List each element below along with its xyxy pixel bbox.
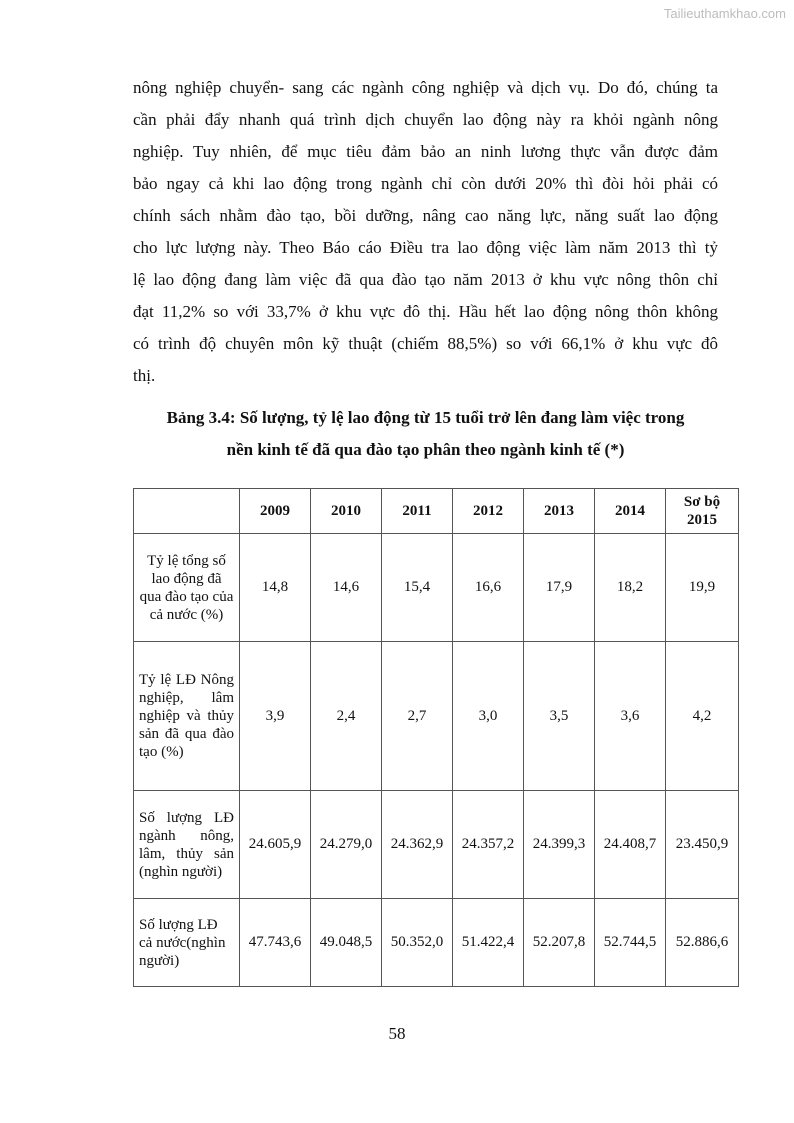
table-caption-line-1: Bảng 3.4: Số lượng, tỷ lệ lao động từ 15 tuổi trở lên đang làm việc trong — [166, 408, 685, 427]
table-cell: 2,7 — [382, 642, 453, 791]
table-cell: 18,2 — [595, 534, 666, 642]
table-row — [134, 534, 739, 642]
paragraph-line: lệ lao động đang làm việc đã qua đào tạo năm 2013 ở khu vực nông thôn chỉ — [133, 270, 718, 289]
paragraph-line: cần phải đẩy nhanh quá trình dịch chuyển lao động này ra khỏi ngành nông — [133, 110, 718, 129]
table-cell: 24.399,3 — [524, 791, 595, 899]
table-cell: 24.605,9 — [240, 791, 311, 899]
table-cell: 24.362,9 — [382, 791, 453, 899]
table-cell: 52.744,5 — [595, 899, 666, 987]
paragraph-line: nghiệp. Tuy nhiên, để mục tiêu đảm bảo an ninh lương thực vẫn được đảm — [133, 142, 718, 161]
table-cell: 52.886,6 — [666, 899, 739, 987]
table-cell: 19,9 — [666, 534, 739, 642]
table-cell: 14,8 — [240, 534, 311, 642]
table-header-cell: 2009 — [240, 489, 311, 534]
table-caption-line-2: nền kinh tế đã qua đào tạo phân theo ngành kinh tế (*) — [226, 440, 625, 459]
table-cell: 16,6 — [453, 534, 524, 642]
paragraph-line: bảo ngay cả khi lao động trong ngành chỉ còn dưới 20% thì đòi hỏi phải có — [133, 174, 718, 193]
table-header-cell: 2013 — [524, 489, 595, 534]
table-cell: 3,9 — [240, 642, 311, 791]
table-cell: 24.408,7 — [595, 791, 666, 899]
table-cell: 52.207,8 — [524, 899, 595, 987]
table-cell: 2,4 — [311, 642, 382, 791]
table-cell: 49.048,5 — [311, 899, 382, 987]
paragraph-line: cho lực lượng này. Theo Báo cáo Điều tra lao động việc làm năm 2013 thì tỷ — [133, 238, 718, 257]
table-cell: 47.743,6 — [240, 899, 311, 987]
data-table — [133, 488, 739, 987]
table-cell: 15,4 — [382, 534, 453, 642]
table-cell: 24.279,0 — [311, 791, 382, 899]
table-row — [134, 642, 739, 791]
row-label: Tỷ lệ tổng số lao động đã qua đào tạo của cả nước (%) — [134, 534, 240, 642]
row-label: Số lượng LĐ cả nước(nghìn người) — [134, 899, 240, 987]
table-cell: 4,2 — [666, 642, 739, 791]
table-cell: 14,6 — [311, 534, 382, 642]
table-cell: 23.450,9 — [666, 791, 739, 899]
row-label: Tỷ lệ LĐ Nông nghiệp, lâm nghiệp và thủy sản đã qua đào tạo (%) — [134, 642, 240, 791]
page-number: 58 — [388, 1024, 406, 1043]
table-cell: 3,0 — [453, 642, 524, 791]
paragraph-line: chính sách nhằm đào tạo, bồi dưỡng, nâng cao năng lực, năng suất lao động — [133, 206, 718, 225]
paragraph-line: có trình độ chuyên môn kỹ thuật (chiếm 88,5%) so với 66,1% ở khu vực đô — [133, 334, 718, 353]
table-header-cell: 2014 — [595, 489, 666, 534]
table-cell: 3,5 — [524, 642, 595, 791]
table-cell: 24.357,2 — [453, 791, 524, 899]
table-header-cell: Sơ bộ 2015 — [666, 489, 739, 534]
paragraph-line: nông nghiệp chuyển- sang các ngành công nghiệp và dịch vụ. Do đó, chúng ta — [133, 78, 718, 97]
table-row — [134, 791, 739, 899]
table-header-cell: 2012 — [453, 489, 524, 534]
table-cell: 50.352,0 — [382, 899, 453, 987]
table-cell: 51.422,4 — [453, 899, 524, 987]
paragraph-line: thị. — [133, 366, 156, 385]
table-header-row — [134, 489, 739, 534]
table-header-cell — [134, 489, 240, 534]
table-cell: 17,9 — [524, 534, 595, 642]
table-header-cell: 2010 — [311, 489, 382, 534]
paragraph-line: đạt 11,2% so với 33,7% ở khu vực đô thị. Hầu hết lao động nông thôn không — [133, 302, 718, 321]
watermark: Tailieuthamkhao.com — [663, 6, 786, 21]
row-label: Số lượng LĐ ngành nông, lâm, thủy sản (nghìn người) — [134, 791, 240, 899]
table-row — [134, 899, 739, 987]
table-header-cell: 2011 — [382, 489, 453, 534]
table-cell: 3,6 — [595, 642, 666, 791]
